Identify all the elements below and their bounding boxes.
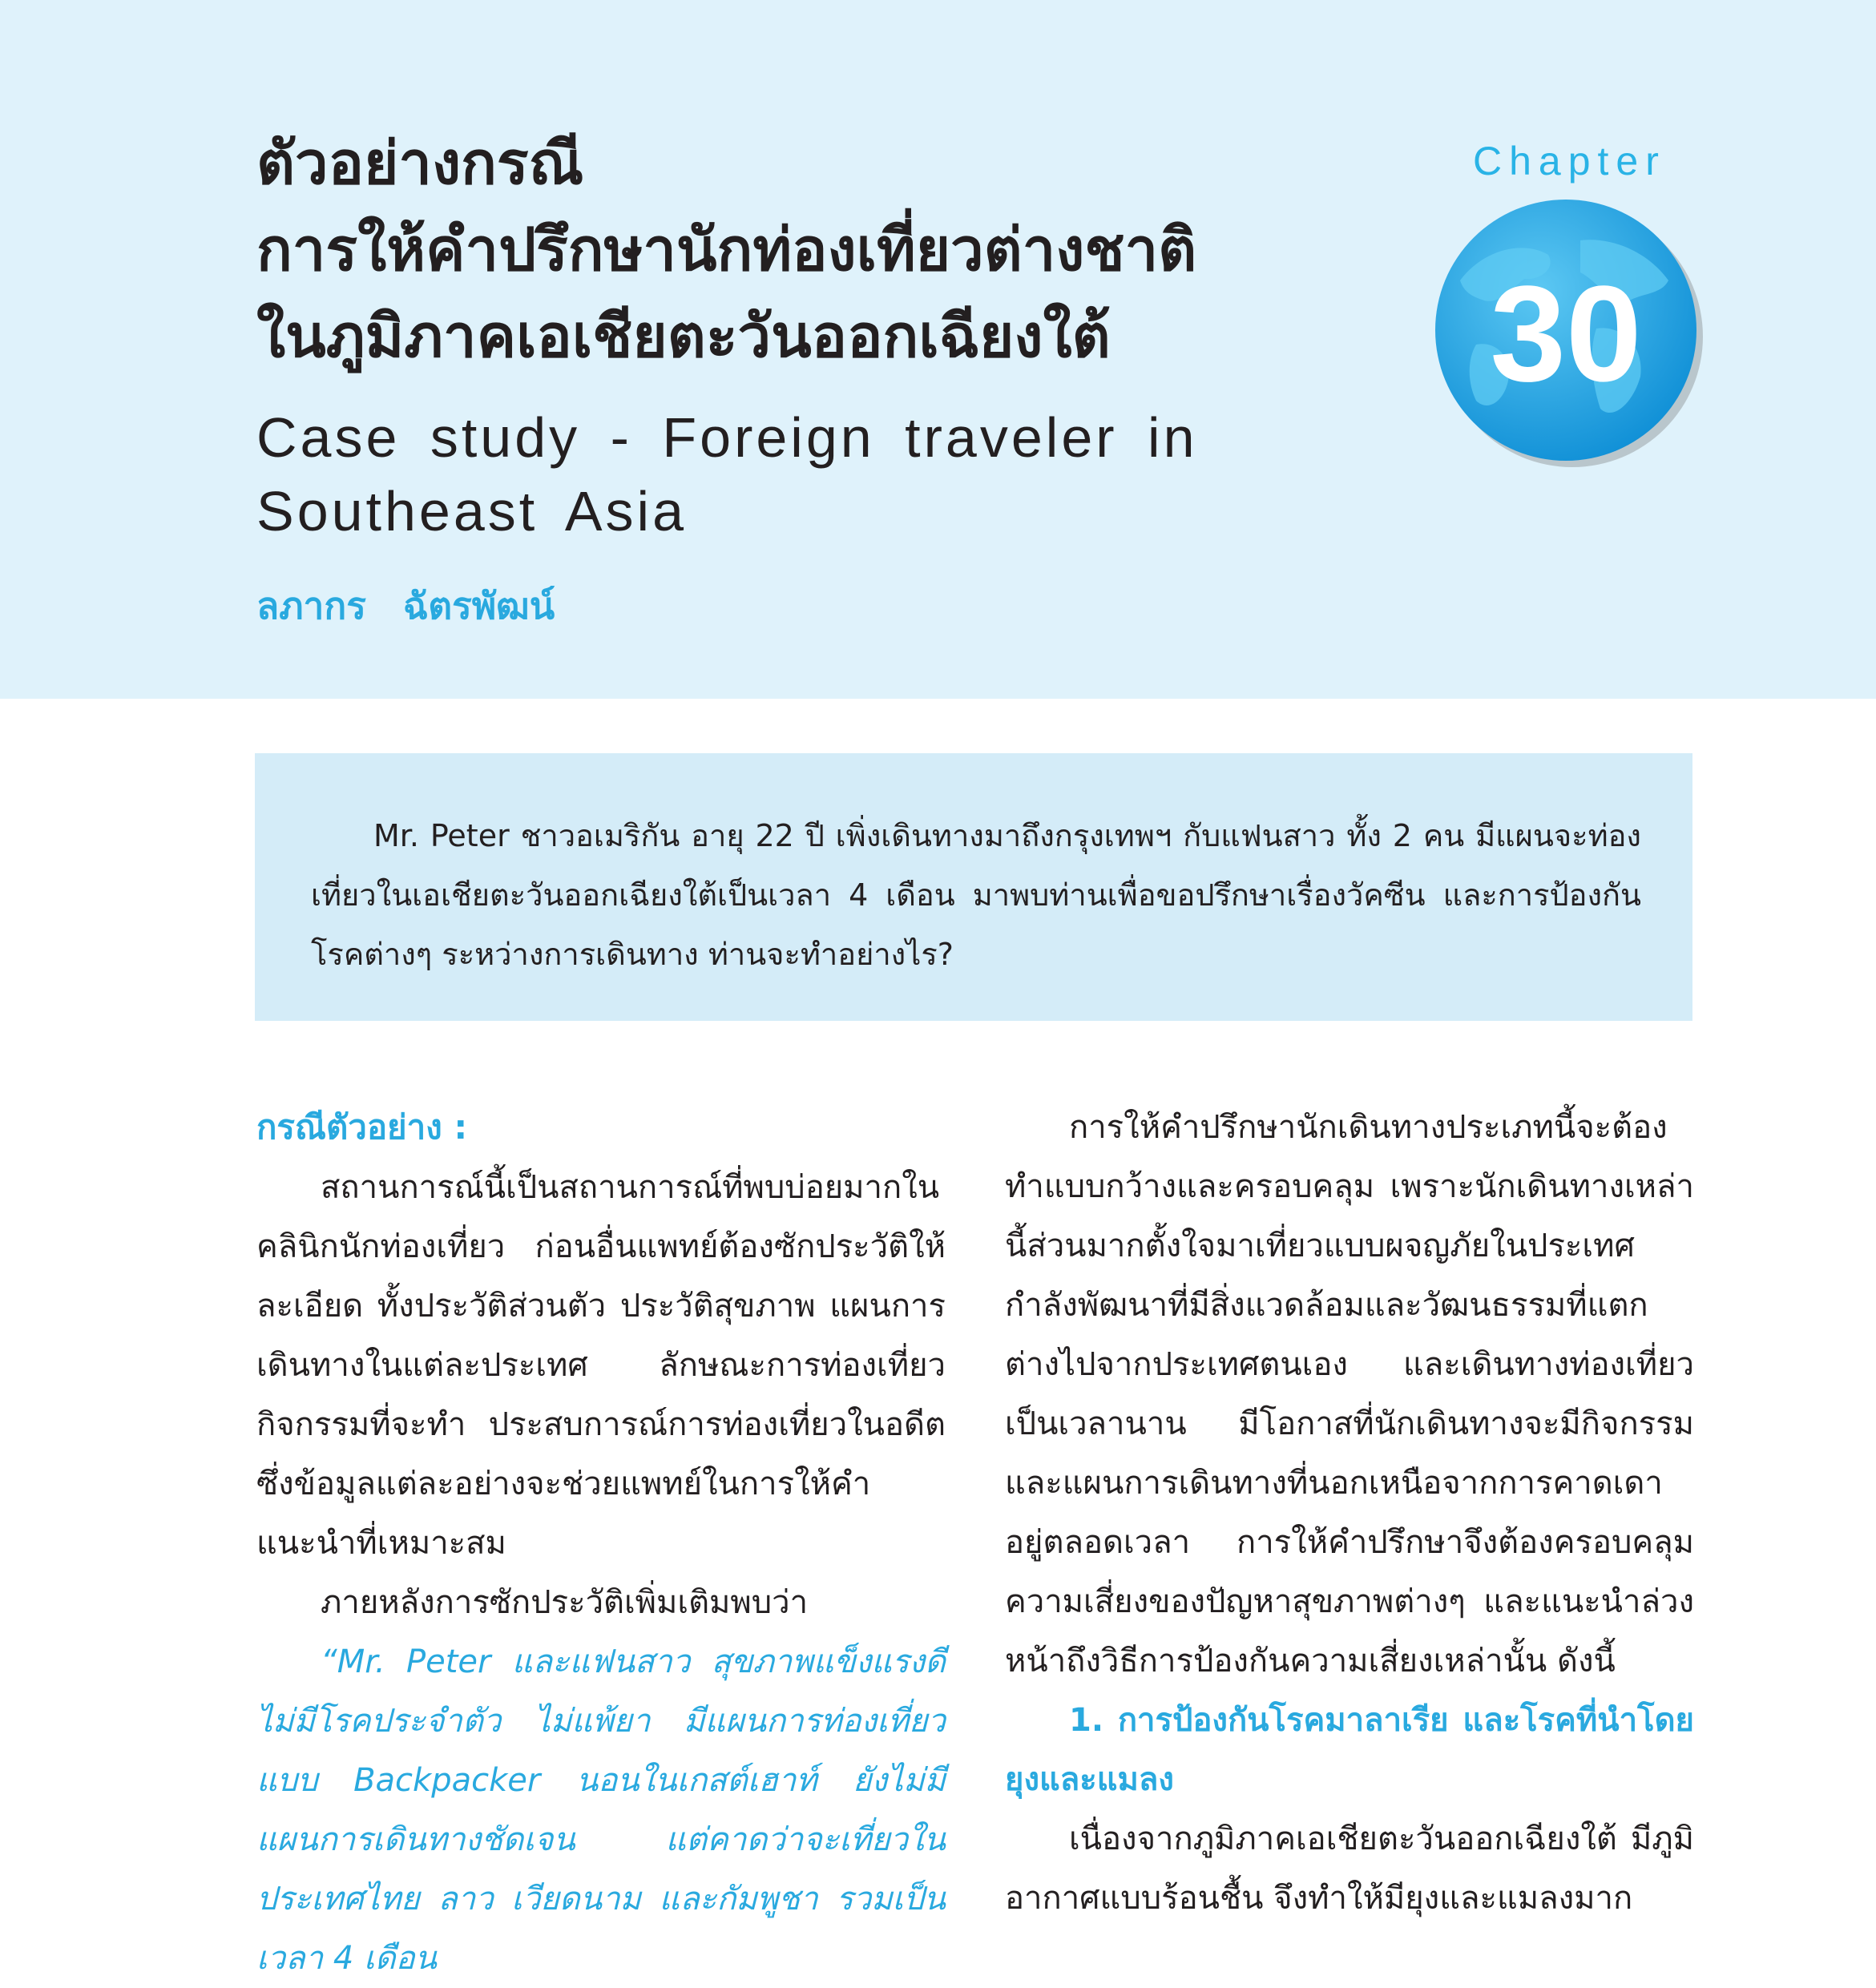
thai-title-line: ตัวอย่างกรณี — [256, 129, 584, 198]
right-paragraph: เนื่องจากภูมิภาคเอเชียตะวันออกเฉียงใต้ มีภูมิอากาศแบบร้อนชื้น จึงทำให้มียุงและแมลงมาก — [1005, 1821, 1694, 1917]
left-paragraph: สถานการณ์นี้เป็นสถานการณ์ที่พบบ่อยมากในคลินิกนักท่องเที่ยว ก่อนอื่นแพทย์ต้องซักประวัติให้ละเอียด ทั้งประวัติส่วนตัว ประวัติสุขภาพ แผนการเดินทางในแต่ละประเทศ ลักษณะการท่องเที่ยว กิจกรรมที่จะทำ ประสบการณ์การท่องเที่ยวในอดีต ซึ่งข้อมูลแต่ละอย่างจะช่วยแพทย์ในการให้คำแนะนำที่เหมาะสม — [256, 1169, 946, 1562]
case-scenario-box — [255, 753, 1692, 1021]
section-heading: กรณีตัวอย่าง : — [256, 1107, 468, 1147]
thai-title-line: ในภูมิภาคเอเชียตะวันออกเฉียงใต้ — [256, 302, 1111, 371]
thai-title-line: การให้คำปรึกษานักท่องเที่ยวต่างชาติ — [256, 216, 1197, 284]
thai-title — [256, 120, 1322, 380]
chapter-header — [0, 0, 1876, 699]
english-title-line: Case study - Foreign traveler in — [256, 406, 1198, 469]
globe-chapter-badge — [1428, 192, 1705, 470]
right-column — [1005, 1098, 1694, 1928]
chapter-label: Chapter — [1473, 139, 1666, 183]
case-scenario-body: Mr. Peter ชาวอเมริกัน อายุ 22 ปี เพิ่งเดินทางมาถึงกรุงเทพฯ กับแฟนสาว ทั้ง 2 คน มีแผนจะท่องเที่ยวในเอเชียตะวันออกเฉียงใต้เป็นเวลา 4 เดือน มาพบท่านเพื่อขอปรึกษาเรื่องวัคซีน และการป้องกันโรคต่างๆ ระหว่างการเดินทาง ท่านจะทำอย่างไร? — [311, 818, 1641, 972]
malaria-subheading: 1. การป้องกันโรคมาลาเรีย และโรคที่นำโดยยุงและแมลง — [1005, 1702, 1694, 1798]
right-paragraph: การให้คำปรึกษานักเดินทางประเภทนี้จะต้องทำแบบกว้างและครอบคลุม เพราะนักเดินทางเหล่านี้ส่วนมากตั้งใจมาเที่ยวแบบผจญภัยในประเทศกำลังพัฒนาที่มีสิ่งแวดล้อมและวัฒนธรรมที่แตกต่างไปจากประเทศตนเอง และเดินทางท่องเที่ยวเป็นเวลานาน มีโอกาสที่นักเดินทางจะมีกิจกรรมและแผนการเดินทางที่นอกเหนือจากการคาดเดาอยู่ตลอดเวลา การให้คำปรึกษาจึงต้องครอบคลุมความเสี่ยงของปัญหาสุขภาพต่างๆ และแนะนำล่วงหน้าถึงวิธีการป้องกันความเสี่ยงเหล่านั้น ดังนี้ — [1005, 1109, 1694, 1680]
left-paragraph: ภายหลังการซักประวัติเพิ่มเติมพบว่า — [321, 1584, 809, 1621]
english-title-line: Southeast Asia — [256, 480, 687, 542]
english-title — [256, 401, 1258, 548]
left-column — [256, 1098, 946, 1988]
author-name: ลภากร ฉัตรพัฒน์ — [256, 584, 555, 627]
patient-history-quote: “Mr. Peter และแฟนสาว สุขภาพแข็งแรงดี ไม่มีโรคประจำตัว ไม่แพ้ยา มีแผนการท่องเที่ยวแบบ Backpacker นอนในเกสต์เฮาท์ ยังไม่มีแผนการเดินทางชัดเจน แต่คาดว่าจะเที่ยวในประเทศไทย ลาว เวียดนาม และกัมพูชา รวมเป็นเวลา 4 เดือน — [256, 1643, 946, 1977]
case-scenario-text — [311, 806, 1641, 984]
chapter-number: 30 — [1490, 258, 1642, 410]
